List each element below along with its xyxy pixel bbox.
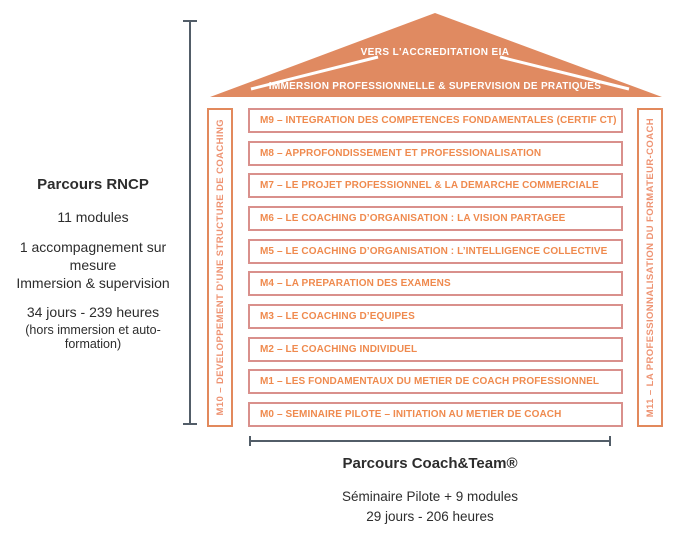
rncp-duration: 34 jours - 239 heures bbox=[26, 304, 160, 320]
module-rows bbox=[248, 108, 623, 427]
roof-band-label: IMMERSION PROFESSIONNELLE & SUPERVISION DE PRATIQUES bbox=[268, 81, 602, 92]
module-row-m4: M4 – LA PREPARATION DES EXAMENS bbox=[248, 271, 623, 296]
rncp-title: Parcours RNCP bbox=[37, 176, 149, 193]
rncp-duration-note: (hors immersion et auto-formation) bbox=[25, 323, 161, 351]
module-row-m8: M8 – APPROFONDISSEMENT ET PROFESSIONALISATION bbox=[248, 141, 623, 166]
module-row-m6: M6 – LE COACHING D’ORGANISATION : LA VISION PARTAGEE bbox=[248, 206, 623, 231]
rncp-panel bbox=[2, 170, 184, 351]
rncp-modules-count: 11 modules bbox=[57, 209, 129, 225]
module-row-m2: M2 – LE COACHING INDIVIDUEL bbox=[248, 337, 623, 362]
coachteam-modules-count: Séminaire Pilote + 9 modules bbox=[342, 489, 518, 504]
module-row-m1: M1 – LES FONDAMENTAUX DU METIER DE COACH PROFESSIONNEL bbox=[248, 369, 623, 394]
module-column-m10-label: M10 – DEVELOPPEMENT D’UNE STRUCTURE DE COACHING bbox=[214, 119, 226, 416]
module-row-m9: M9 – INTEGRATION DES COMPETENCES FONDAMENTALES (CERTIF CT) bbox=[248, 108, 623, 133]
module-row-m0: M0 – SEMINAIRE PILOTE – INITIATION AU METIER DE COACH bbox=[248, 402, 623, 427]
module-row-m7: M7 – LE PROJET PROFESSIONNEL & LA DEMARCHE COMMERCIALE bbox=[248, 173, 623, 198]
coachteam-panel bbox=[245, 452, 615, 524]
roof-top-label: VERS L'ACCREDITATION EIA bbox=[360, 47, 510, 58]
bottom-measure-cap-left bbox=[249, 436, 251, 446]
coachteam-title: Parcours Coach&Team® bbox=[342, 455, 518, 472]
module-column-m10 bbox=[207, 108, 233, 427]
bottom-measure-cap-right bbox=[609, 436, 611, 446]
module-row-m5: M5 – LE COACHING D’ORGANISATION : L’INTELLIGENCE COLLECTIVE bbox=[248, 239, 623, 264]
module-row-m3: M3 – LE COACHING D’EQUIPES bbox=[248, 304, 623, 329]
rncp-accompaniment bbox=[2, 238, 184, 292]
coachteam-duration: 29 jours - 206 heures bbox=[366, 509, 494, 524]
rncp-accompaniment-line2: Immersion & supervision bbox=[16, 275, 170, 291]
bottom-measure-line bbox=[250, 440, 610, 442]
rncp-accompaniment-line1: 1 accompagnement sur mesure bbox=[19, 239, 167, 273]
left-measure-line bbox=[189, 21, 191, 424]
module-column-m11-label: M11 – LA PROFESSIONNALISATION DU FORMATEUR-COACH bbox=[644, 117, 656, 418]
left-measure-cap-bottom bbox=[183, 423, 197, 425]
module-column-m11 bbox=[637, 108, 663, 427]
left-measure-cap-top bbox=[183, 20, 197, 22]
